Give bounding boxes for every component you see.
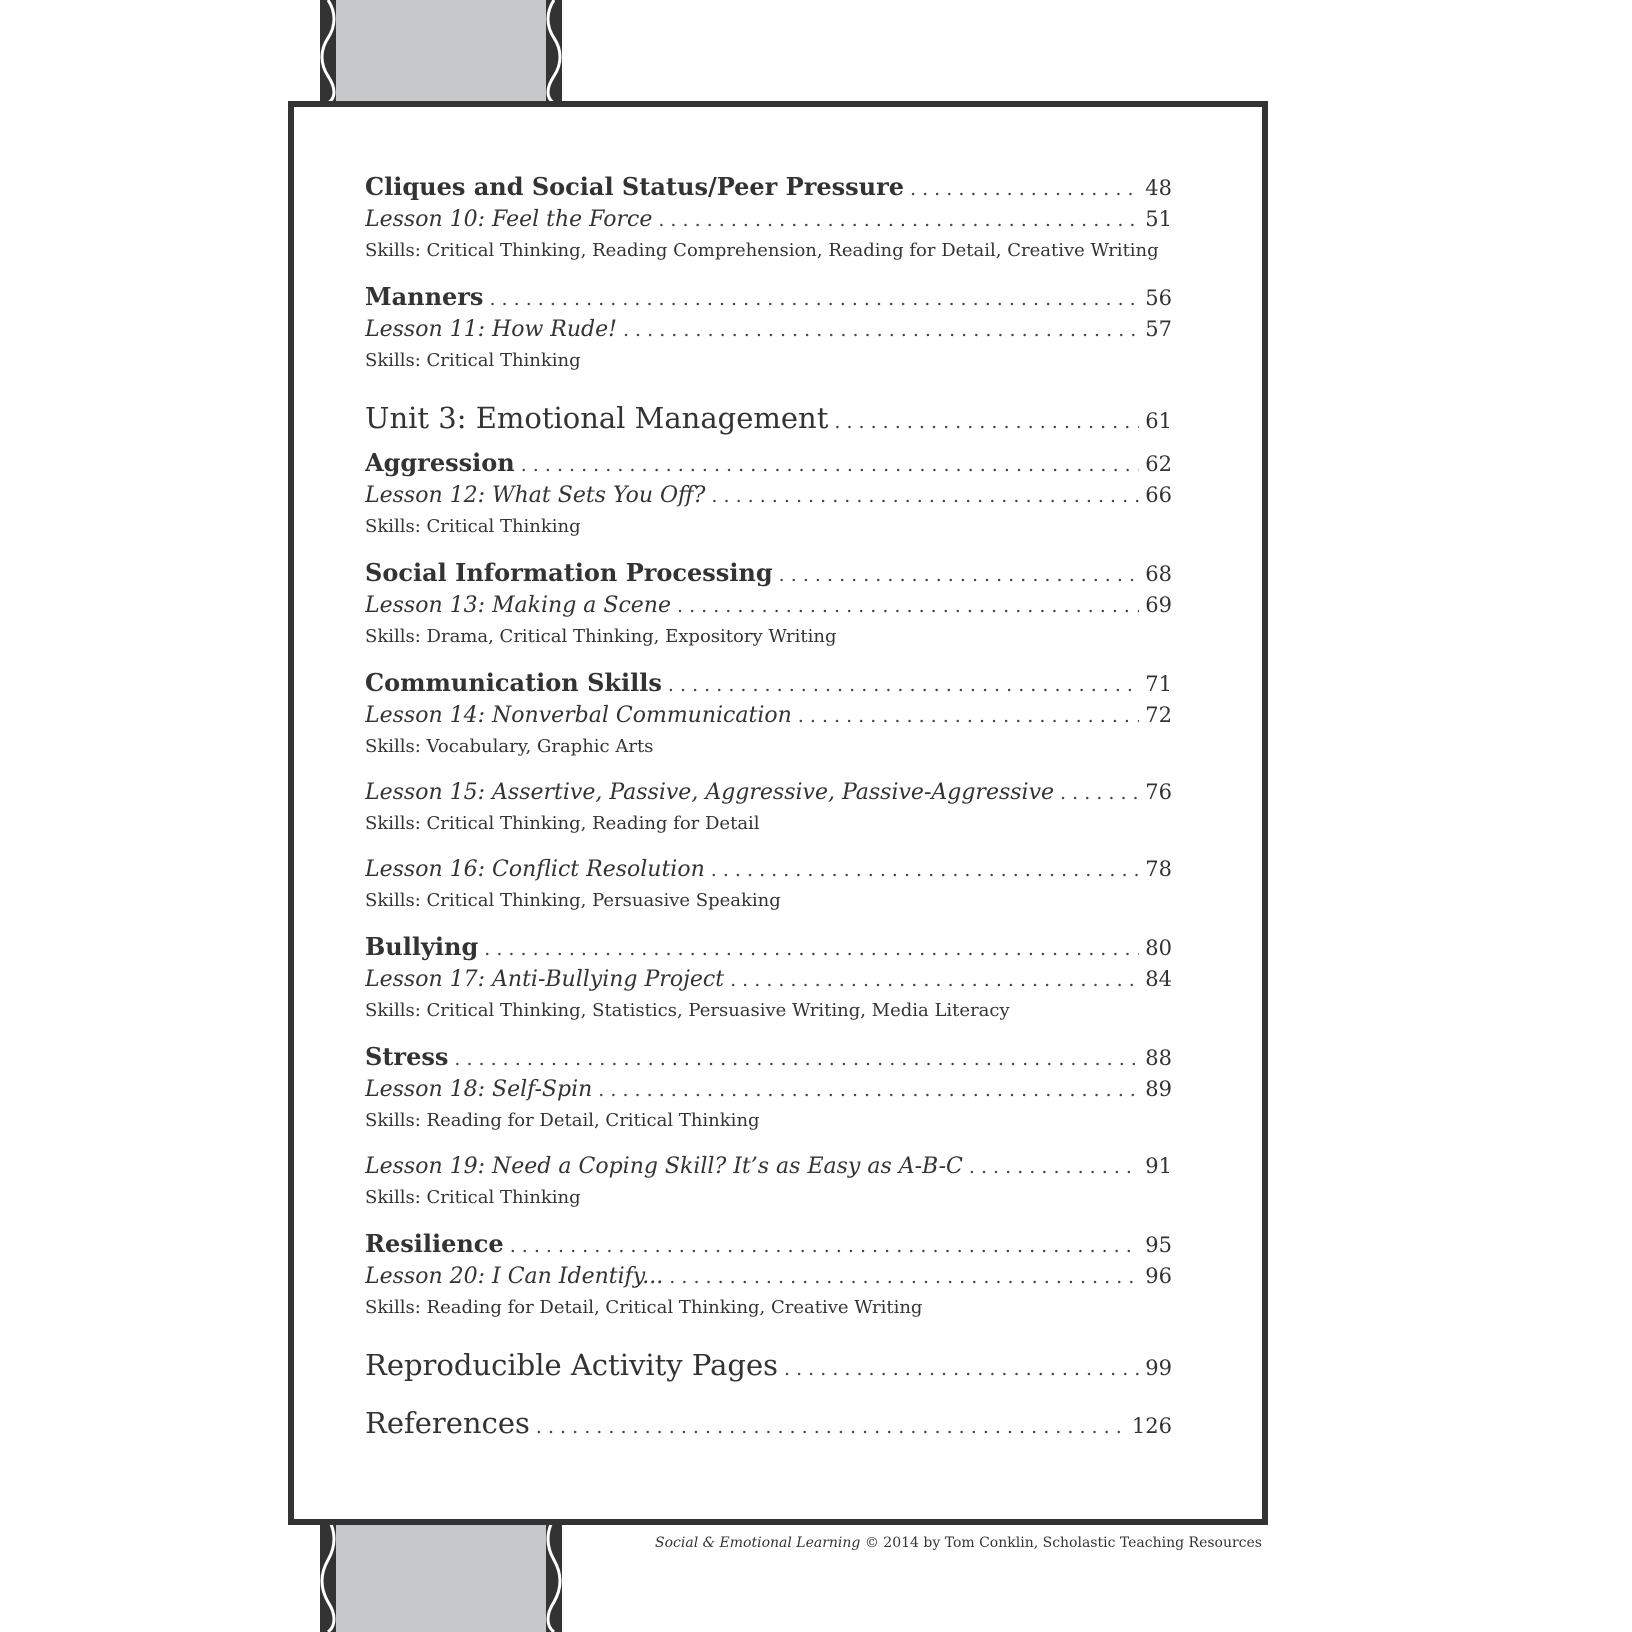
toc-page-number: 56	[1145, 286, 1172, 310]
toc-lesson-14[interactable]	[365, 699, 1172, 732]
toc-lesson-15[interactable]	[365, 776, 1172, 809]
toc-heading-cliques[interactable]	[365, 170, 1172, 203]
toc-label: Lesson 15: Assertive, Passive, Aggressive, Passive-Aggressive	[365, 780, 1055, 805]
toc-label: Aggression	[365, 448, 515, 477]
toc-label: Lesson 10: Feel the Force	[365, 207, 653, 232]
toc-lesson-12[interactable]	[365, 479, 1172, 512]
toc-label: Cliques and Social Status/Peer Pressure	[365, 172, 905, 201]
toc-label: Lesson 12: What Sets You Off?	[365, 483, 706, 508]
toc-label: Lesson 13: Making a Scene	[365, 593, 671, 618]
toc-lesson-18[interactable]	[365, 1073, 1172, 1106]
leader-dots	[1060, 777, 1139, 809]
toc-page-number: 126	[1131, 1414, 1172, 1438]
leader-dots	[730, 964, 1139, 996]
toc-page-number: 91	[1145, 1154, 1172, 1178]
decorative-strip-top	[320, 0, 562, 103]
leader-dots	[489, 283, 1139, 313]
skills-line: Skills: Vocabulary, Graphic Arts	[365, 736, 654, 757]
skills-line: Skills: Drama, Critical Thinking, Expository Writing	[365, 626, 837, 647]
toc-label: Communication Skills	[365, 668, 662, 697]
skills-line: Skills: Critical Thinking	[365, 1187, 581, 1208]
toc-heading-stress[interactable]	[365, 1040, 1172, 1073]
toc-label: Stress	[365, 1042, 449, 1071]
toc-label: Lesson 17: Anti-Bullying Project	[365, 967, 725, 992]
toc-page-number: 76	[1145, 780, 1172, 804]
toc-page-number: 72	[1145, 703, 1172, 727]
leader-dots	[711, 480, 1139, 512]
toc-lesson-16[interactable]	[365, 853, 1172, 886]
leader-dots	[669, 1261, 1139, 1293]
leader-dots	[510, 1230, 1140, 1260]
toc-label: Lesson 19: Need a Coping Skill? It’s as Easy as A-B-C	[365, 1154, 963, 1179]
leader-dots	[677, 590, 1139, 622]
toc-heading-bullying[interactable]	[365, 930, 1172, 963]
toc-page-number: 84	[1145, 967, 1172, 991]
toc-page-number: 88	[1145, 1046, 1172, 1070]
toc-label: References	[365, 1406, 530, 1440]
toc-heading-communication[interactable]	[365, 666, 1172, 699]
toc-lesson-17[interactable]	[365, 963, 1172, 996]
toc-heading-aggression[interactable]	[365, 446, 1172, 479]
toc-label: Manners	[365, 282, 484, 311]
toc-label: Lesson 20: I Can Identify...	[365, 1264, 664, 1289]
leader-dots	[711, 854, 1140, 886]
toc-unit-3[interactable]	[365, 396, 1172, 440]
toc-lesson-11[interactable]	[365, 313, 1172, 346]
toc-page-number: 51	[1145, 207, 1172, 231]
leader-dots	[598, 1074, 1139, 1106]
skills-line: Skills: Critical Thinking, Persuasive Speaking	[365, 890, 781, 911]
toc-heading-manners[interactable]	[365, 280, 1172, 313]
table-of-contents	[365, 170, 1172, 1445]
skills-line: Skills: Reading for Detail, Critical Thinking, Creative Writing	[365, 1297, 923, 1318]
toc-label: Bullying	[365, 932, 479, 961]
toc-heading-resilience[interactable]	[365, 1227, 1172, 1260]
skills-line: Skills: Critical Thinking	[365, 350, 581, 371]
skills-line: Skills: Critical Thinking, Reading Comprehension, Reading for Detail, Creative Writing	[365, 240, 1159, 261]
leader-dots	[521, 449, 1140, 479]
skills-line: Skills: Critical Thinking	[365, 516, 581, 537]
skills-line: Skills: Critical Thinking, Statistics, Persuasive Writing, Media Literacy	[365, 1000, 1010, 1021]
leader-dots	[658, 204, 1139, 236]
book-title: Social & Emotional Learning	[655, 1535, 861, 1551]
toc-label: Lesson 14: Nonverbal Communication	[365, 703, 792, 728]
toc-page-number: 66	[1145, 483, 1172, 507]
toc-lesson-10[interactable]	[365, 203, 1172, 236]
toc-page-number: 69	[1145, 593, 1172, 617]
skills-line: Skills: Critical Thinking, Reading for Detail	[365, 813, 760, 834]
leader-dots	[484, 933, 1139, 963]
toc-page-number: 80	[1145, 936, 1172, 960]
leader-dots	[798, 700, 1139, 732]
toc-label: Lesson 18: Self-Spin	[365, 1077, 593, 1102]
toc-page-number: 99	[1145, 1356, 1172, 1380]
toc-reproducible-pages[interactable]	[365, 1343, 1172, 1387]
toc-label: Resilience	[365, 1229, 504, 1258]
toc-label: Lesson 16: Conflict Resolution	[365, 857, 705, 882]
toc-lesson-13[interactable]	[365, 589, 1172, 622]
toc-lesson-20[interactable]	[365, 1260, 1172, 1293]
toc-page-number: 48	[1145, 176, 1172, 200]
toc-page-number: 61	[1145, 409, 1172, 433]
toc-page-number: 57	[1145, 317, 1172, 341]
toc-page-number: 89	[1145, 1077, 1172, 1101]
copyright-footer	[655, 1535, 1262, 1551]
toc-heading-social-information[interactable]	[365, 556, 1172, 589]
toc-label: Lesson 11: How Rude!	[365, 317, 617, 342]
toc-page-number: 78	[1145, 857, 1172, 881]
toc-page-number: 96	[1145, 1264, 1172, 1288]
leader-dots	[834, 400, 1139, 440]
leader-dots	[969, 1151, 1139, 1183]
copyright-text: © 2014 by Tom Conklin, Scholastic Teaching Resources	[860, 1535, 1262, 1551]
leader-dots	[454, 1043, 1139, 1073]
toc-references[interactable]	[365, 1401, 1172, 1445]
skills-line: Skills: Reading for Detail, Critical Thinking	[365, 1110, 760, 1131]
toc-page-number: 62	[1145, 452, 1172, 476]
toc-label: Reproducible Activity Pages	[365, 1348, 778, 1382]
leader-dots	[784, 1347, 1139, 1387]
leader-dots	[668, 669, 1139, 699]
toc-lesson-19[interactable]	[365, 1150, 1172, 1183]
leader-dots	[910, 173, 1139, 203]
toc-page-number: 68	[1145, 562, 1172, 586]
toc-label: Unit 3: Emotional Management	[365, 401, 829, 435]
leader-dots	[623, 314, 1139, 346]
toc-page-number: 95	[1145, 1233, 1172, 1257]
toc-page-number: 71	[1145, 672, 1172, 696]
leader-dots	[779, 559, 1140, 589]
leader-dots	[536, 1405, 1126, 1445]
decorative-strip-bottom	[320, 1518, 562, 1632]
toc-label: Social Information Processing	[365, 558, 773, 587]
